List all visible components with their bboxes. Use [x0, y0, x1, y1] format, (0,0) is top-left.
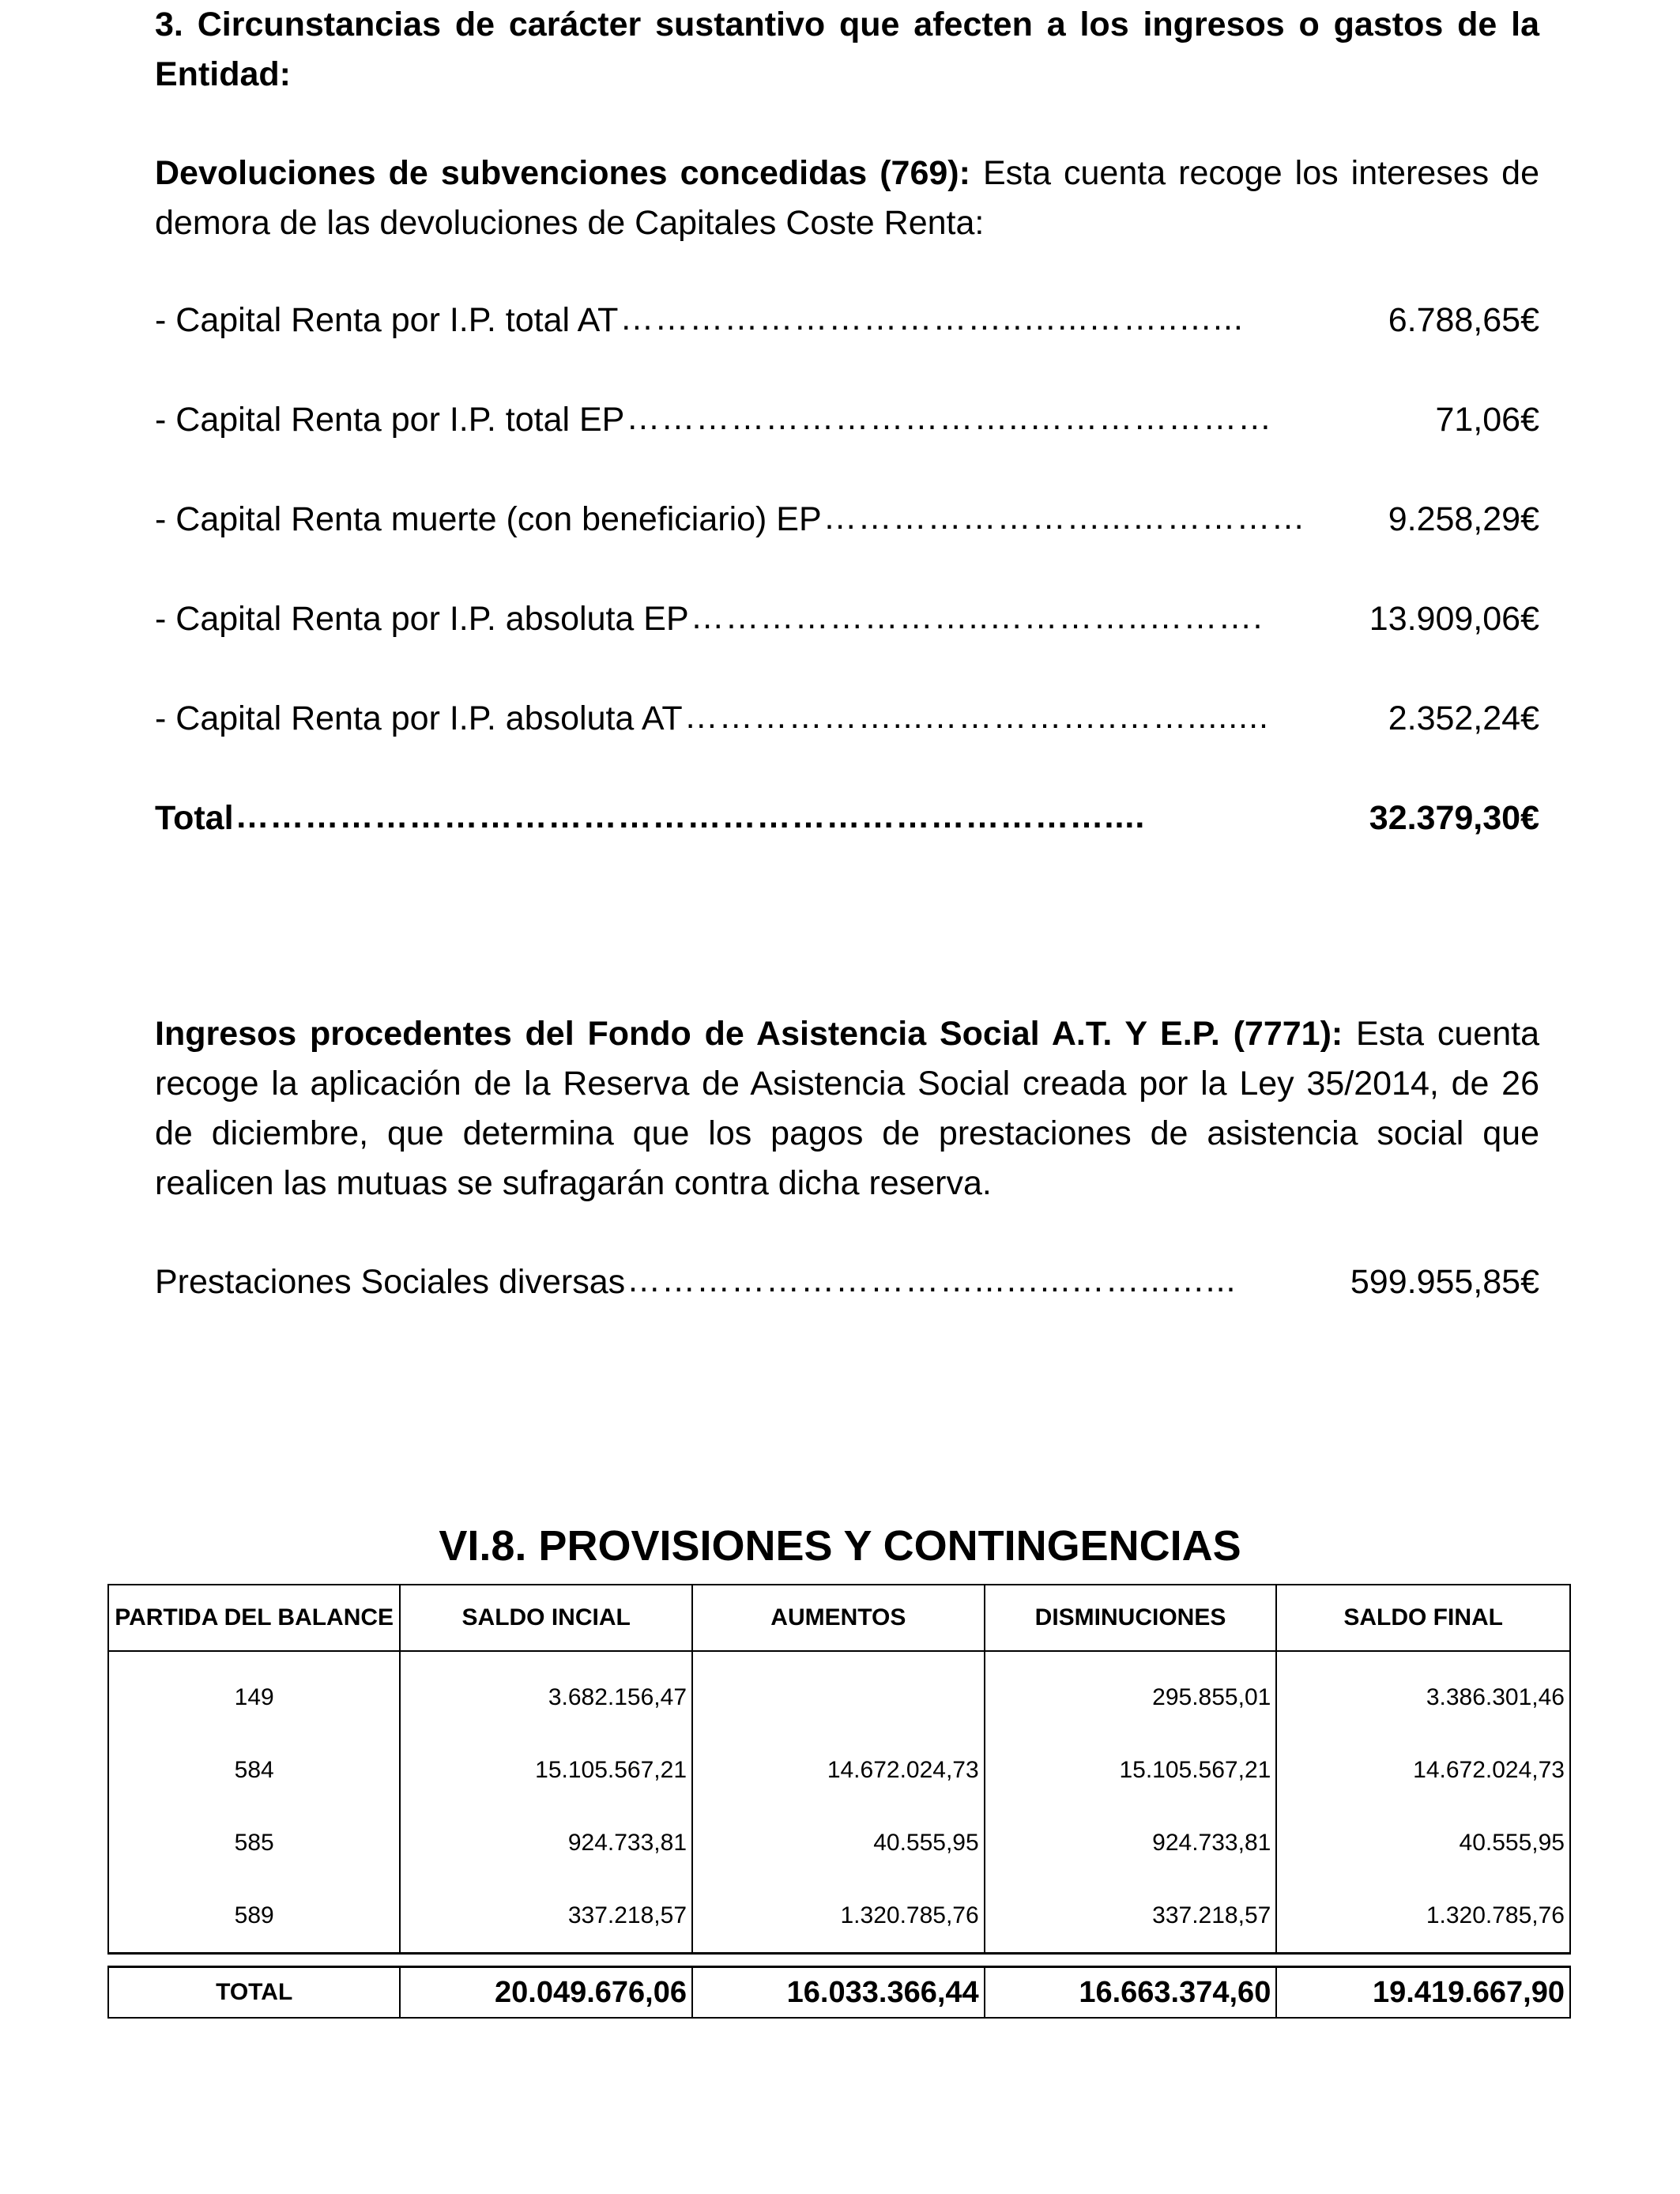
ingresos-text: Esta cuenta recoge la aplicación de la Reserva de Asistencia Social creada por la Ley 35/2014, de 26 de diciembre, que determina que los pagos de prestaciones de asistencia social que realicen las mutuas se sufragarán contra dicha reserva.	[155, 1015, 1539, 1202]
ingresos-title: Ingresos procedentes del Fondo de Asistencia Social A.T. Y E.P. (7771):	[155, 1015, 1343, 1053]
table-row	[108, 1734, 1570, 1807]
table-cell: 3.386.301,46	[1276, 1651, 1570, 1734]
table-cell: 1.320.785,76	[1276, 1879, 1570, 1954]
table-cell: 337.218,57	[400, 1879, 692, 1954]
total-cell: 16.663.374,60	[985, 1967, 1277, 2019]
table-cell: 589	[108, 1879, 400, 1954]
column-header: PARTIDA DEL BALANCE	[108, 1585, 400, 1651]
total-cell: 19.419.667,90	[1276, 1967, 1570, 2019]
capital-amount: 9.258,29€	[1388, 500, 1539, 538]
provisiones-table	[107, 1584, 1571, 2019]
total-label: Total	[155, 799, 234, 837]
column-header: SALDO FINAL	[1276, 1585, 1570, 1651]
prestaciones-amount: 599.955,85€	[1350, 1263, 1539, 1301]
devoluciones-paragraph	[155, 149, 1539, 248]
capital-line-3	[155, 495, 1539, 545]
table-cell: 149	[108, 1651, 400, 1734]
table-gap	[108, 1954, 1570, 1967]
table-cell: 1.320.785,76	[692, 1879, 985, 1954]
table-cell: 295.855,01	[985, 1651, 1277, 1734]
total-label-cell: TOTAL	[108, 1967, 400, 2019]
section-heading: 3. Circunstancias de carácter sustantivo que afecten a los ingresos o gastos de la Entidad:	[155, 6, 1539, 93]
total-cell: 16.033.366,44	[692, 1967, 985, 2019]
table-row	[108, 1807, 1570, 1879]
table-row	[108, 1651, 1570, 1734]
total-amount: 32.379,30€	[1369, 799, 1539, 837]
capital-amount: 71,06€	[1435, 401, 1539, 439]
capital-label: - Capital Renta por I.P. absoluta AT	[155, 699, 683, 737]
leader-dots: ……………………..…………..……….	[690, 598, 1264, 636]
table-cell: 924.733,81	[985, 1807, 1277, 1879]
capital-label: - Capital Renta por I.P. absoluta EP	[155, 600, 689, 638]
capital-line-4	[155, 594, 1539, 644]
capital-line-1	[155, 296, 1539, 345]
table-cell: 924.733,81	[400, 1807, 692, 1879]
table-cell: 14.672.024,73	[692, 1734, 985, 1807]
provisiones-title: VI.8. PROVISIONES Y CONTINGENCIAS	[439, 1522, 1241, 1570]
leader-dots: …………………………...…...……...…...	[627, 1261, 1237, 1299]
capital-label: - Capital Renta por I.P. total EP	[155, 401, 625, 439]
capital-line-5	[155, 694, 1539, 744]
leader-dots: ……………………………..…………………	[626, 399, 1273, 437]
capital-amount: 13.909,06€	[1369, 600, 1539, 638]
column-header: AUMENTOS	[692, 1585, 985, 1651]
table-cell: 40.555,95	[1276, 1807, 1570, 1879]
column-header: SALDO INCIAL	[400, 1585, 692, 1651]
table-total-row	[108, 1967, 1570, 2019]
column-header: DISMINUCIONES	[985, 1585, 1277, 1651]
table-cell	[692, 1651, 985, 1734]
table-cell: 3.682.156,47	[400, 1651, 692, 1734]
devoluciones-title: Devoluciones de subvenciones concedidas (769):	[155, 154, 970, 192]
prestaciones-line	[155, 1257, 1539, 1307]
table-row	[108, 1879, 1570, 1954]
table-cell: 15.105.567,21	[985, 1734, 1277, 1807]
capital-amount: 2.352,24€	[1388, 699, 1539, 737]
leader-dots: …………………………………………………………………....	[235, 797, 1146, 835]
capital-label: - Capital Renta muerte (con beneficiario) EP	[155, 500, 822, 538]
leader-dots: ……………………...……………	[823, 499, 1306, 537]
table-cell: 40.555,95	[692, 1807, 985, 1879]
capital-amount: 6.788,65€	[1388, 301, 1539, 339]
capital-label: - Capital Renta por I.P. total AT	[155, 301, 619, 339]
prestaciones-label: Prestaciones Sociales diversas	[155, 1263, 626, 1301]
table-cell: 14.672.024,73	[1276, 1734, 1570, 1807]
table-cell: 15.105.567,21	[400, 1734, 692, 1807]
devoluciones-text: Esta cuenta recoge los intereses de demora de las devoluciones de Capitales Coste Renta:	[155, 154, 1539, 242]
ingresos-paragraph	[155, 1009, 1539, 1208]
devoluciones-total-line	[155, 794, 1539, 843]
table-cell: 585	[108, 1807, 400, 1879]
capital-line-2	[155, 395, 1539, 445]
leader-dots: ………………...……………..……........	[684, 698, 1269, 736]
leader-dots: ……………………………..…...……..…...	[620, 300, 1244, 337]
total-cell: 20.049.676,06	[400, 1967, 692, 2019]
table-cell: 584	[108, 1734, 400, 1807]
table-header-row	[108, 1585, 1570, 1651]
table-cell: 337.218,57	[985, 1879, 1277, 1954]
